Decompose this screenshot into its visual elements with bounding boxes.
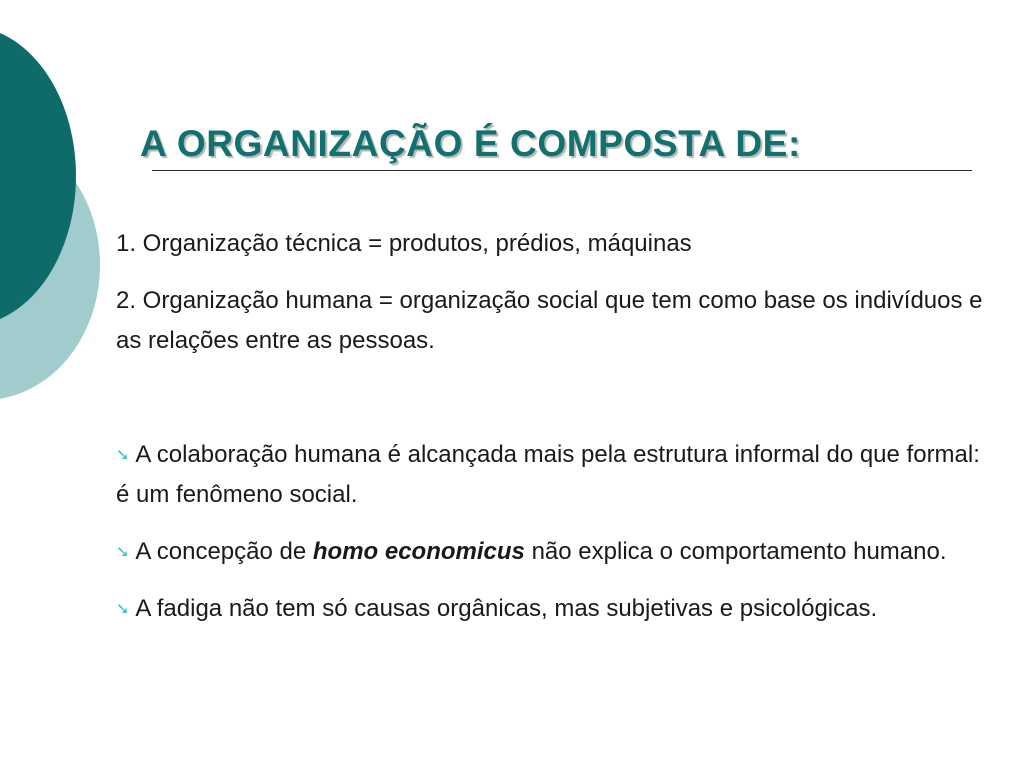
arrow-down-right-icon: ➘ [116,447,130,464]
bullet-text: A fadiga não tem só causas orgânicas, mas subjetivas e psicológicas. [135,595,878,622]
numbered-item-2: 2. Organização humana = organização social que tem como base os indivíduos e as relações entre as pessoas. [116,287,983,354]
bullet-text: A colaboração humana é alcançada mais pela estrutura informal do que formal: é um fenômeno social. [116,441,980,508]
bullet-item-2 [116,532,996,572]
numbered-item-1: 1. Organização técnica = produtos, prédios, máquinas [116,230,692,257]
slide-body [116,224,996,646]
emphasis-term: homo economicus [312,538,525,565]
bullet-text-after: não explica o comportamento humano. [524,538,947,565]
slide-title: A ORGANIZAÇÃO É COMPOSTA DE: [140,123,801,164]
arrow-down-right-icon: ➘ [116,601,130,618]
spacer [116,378,996,435]
bullet-item-1 [116,435,996,515]
title-underline [152,170,972,171]
bullet-item-3 [116,589,996,629]
bullet-text-before: A concepção de [135,538,313,565]
arrow-down-right-icon: ➘ [116,544,130,561]
